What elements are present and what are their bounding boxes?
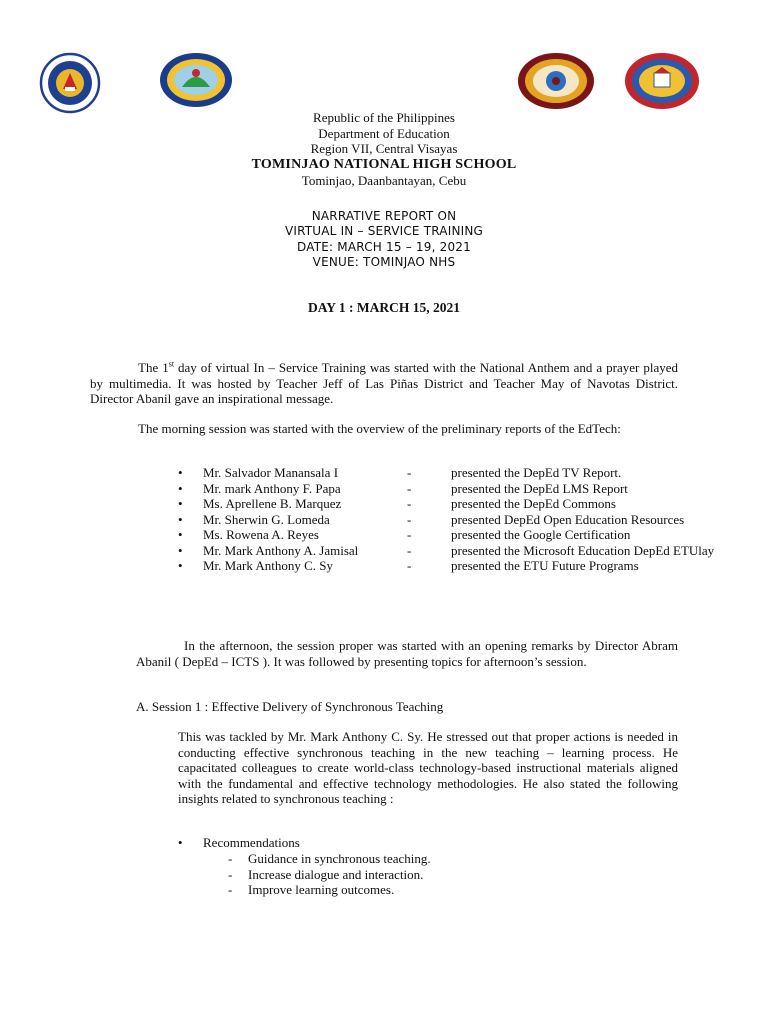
- dash-marker: -: [228, 882, 233, 897]
- presenter-name: Mr. mark Anthony F. Papa: [203, 480, 341, 496]
- afternoon-paragraph: [136, 638, 678, 669]
- presenter-topic: presented the DepEd LMS Report: [451, 480, 628, 496]
- recommendation-text: Guidance in synchronous teaching.: [248, 851, 431, 866]
- district-of-daanbantayan-seal-logo: [516, 51, 596, 111]
- presenter-list: [178, 465, 738, 574]
- list-item: [178, 527, 738, 543]
- afternoon-text: In the afternoon, the session proper was started with an opening remarks by Director Abram Abanil ( DepEd – ICTS ). It was followed by presenting topics for afternoon’s session.: [136, 638, 678, 669]
- separator-dash: -: [407, 558, 412, 573]
- report-title-line-2: VIRTUAL IN – SERVICE TRAINING: [284, 224, 484, 239]
- recommendation-text: Improve learning outcomes.: [248, 882, 395, 897]
- separator-dash: -: [407, 527, 412, 542]
- division-of-cebu-province-seal-logo: [158, 51, 234, 109]
- report-date: DATE: MARCH 15 – 19, 2021: [297, 239, 471, 254]
- republic-line: Republic of the Philippines: [313, 110, 455, 125]
- bullet-icon: •: [178, 511, 183, 527]
- session-1-heading: A. Session 1 : Effective Delivery of Synchronous Teaching: [136, 699, 444, 714]
- recommendation-text: Increase dialogue and interaction.: [248, 866, 424, 882]
- presenter-name: Ms. Rowena A. Reyes: [203, 527, 319, 542]
- morning-text: The morning session was started with the overview of the preliminary reports of the EdTech:: [138, 421, 621, 436]
- deped-seal-logo: [27, 51, 113, 115]
- list-item: [178, 543, 738, 559]
- list-item: [178, 512, 738, 528]
- list-item: [178, 481, 738, 497]
- report-title-line-1: NARRATIVE REPORT ON: [311, 209, 457, 223]
- dash-marker: -: [228, 866, 233, 882]
- presenter-topic: presented the DepEd Commons: [451, 496, 616, 511]
- presenter-name: Mr. Mark Anthony C. Sy: [203, 558, 334, 573]
- presenter-name: Mr. Salvador Manansala I: [203, 465, 339, 480]
- session-1-body: This was tackled by Mr. Mark Anthony C. Sy. He stressed out that proper actions is needed in conducting effective synchronous teaching in the new teaching – learning process. He capacitated colleagues to create world-class technology-based instructional materials aligned with the fundamental and effective technology methodologies. He also stated the following insights related to synchronous teaching :: [178, 729, 678, 806]
- presenter-name: Ms. Aprellene B. Marquez: [203, 496, 342, 511]
- separator-dash: -: [407, 465, 412, 480]
- letterhead: [0, 110, 768, 188]
- dash-marker: -: [228, 851, 233, 866]
- school-address: Tominjao, Daanbantayan, Cebu: [301, 172, 467, 188]
- separator-dash: -: [407, 480, 412, 496]
- bullet-icon: •: [178, 527, 183, 542]
- report-venue: VENUE: TOMINJAO NHS: [312, 255, 456, 270]
- bullet-icon: •: [178, 542, 183, 558]
- bullet-icon: •: [178, 558, 183, 573]
- bullet-icon: •: [178, 480, 183, 496]
- day-title: DAY 1 : MARCH 15, 2021: [308, 300, 460, 315]
- separator-dash: -: [407, 542, 412, 558]
- school-name: TOMINJAO NATIONAL HIGH SCHOOL: [251, 156, 517, 172]
- department-line: Department of Education: [318, 125, 450, 141]
- morning-paragraph: [90, 421, 678, 437]
- presenter-topic: presented DepEd Open Education Resources: [451, 511, 685, 527]
- bullet-icon: •: [178, 465, 183, 480]
- separator-dash: -: [407, 511, 412, 527]
- presenter-name: Mr. Mark Anthony A. Jamisal: [203, 542, 359, 558]
- bullet-icon: •: [178, 835, 183, 850]
- presenter-topic: presented the Microsoft Education DepEd ETUlay: [451, 542, 715, 558]
- intro-rest: day of virtual In – Service Training was started with the National Anthem and a prayer played by multimedia. It was hosted by Teacher Jeff of Las Piñas District and Teacher May of Navotas District. Director Abanil gave an inspirational message.: [90, 360, 678, 406]
- region-line: Region VII, Central Visayas: [310, 141, 458, 156]
- presenter-topic: presented the Google Certification: [451, 527, 631, 542]
- report-title-block: [0, 209, 768, 271]
- bullet-icon: •: [178, 496, 183, 511]
- list-item: [178, 558, 738, 574]
- recommendations-label: Recommendations: [203, 835, 300, 850]
- tominjao-nhs-seal-logo: [623, 51, 701, 111]
- presenter-name: Mr. Sherwin G. Lomeda: [203, 511, 330, 527]
- presenter-topic: presented the DepEd TV Report.: [451, 465, 622, 480]
- separator-dash: -: [407, 496, 412, 511]
- intro-sup: st: [168, 359, 175, 369]
- list-item: [178, 496, 738, 512]
- intro-prefix: The 1: [138, 360, 169, 375]
- intro-paragraph: [90, 360, 678, 407]
- presenter-topic: presented the ETU Future Programs: [451, 558, 639, 573]
- list-item: [178, 465, 738, 481]
